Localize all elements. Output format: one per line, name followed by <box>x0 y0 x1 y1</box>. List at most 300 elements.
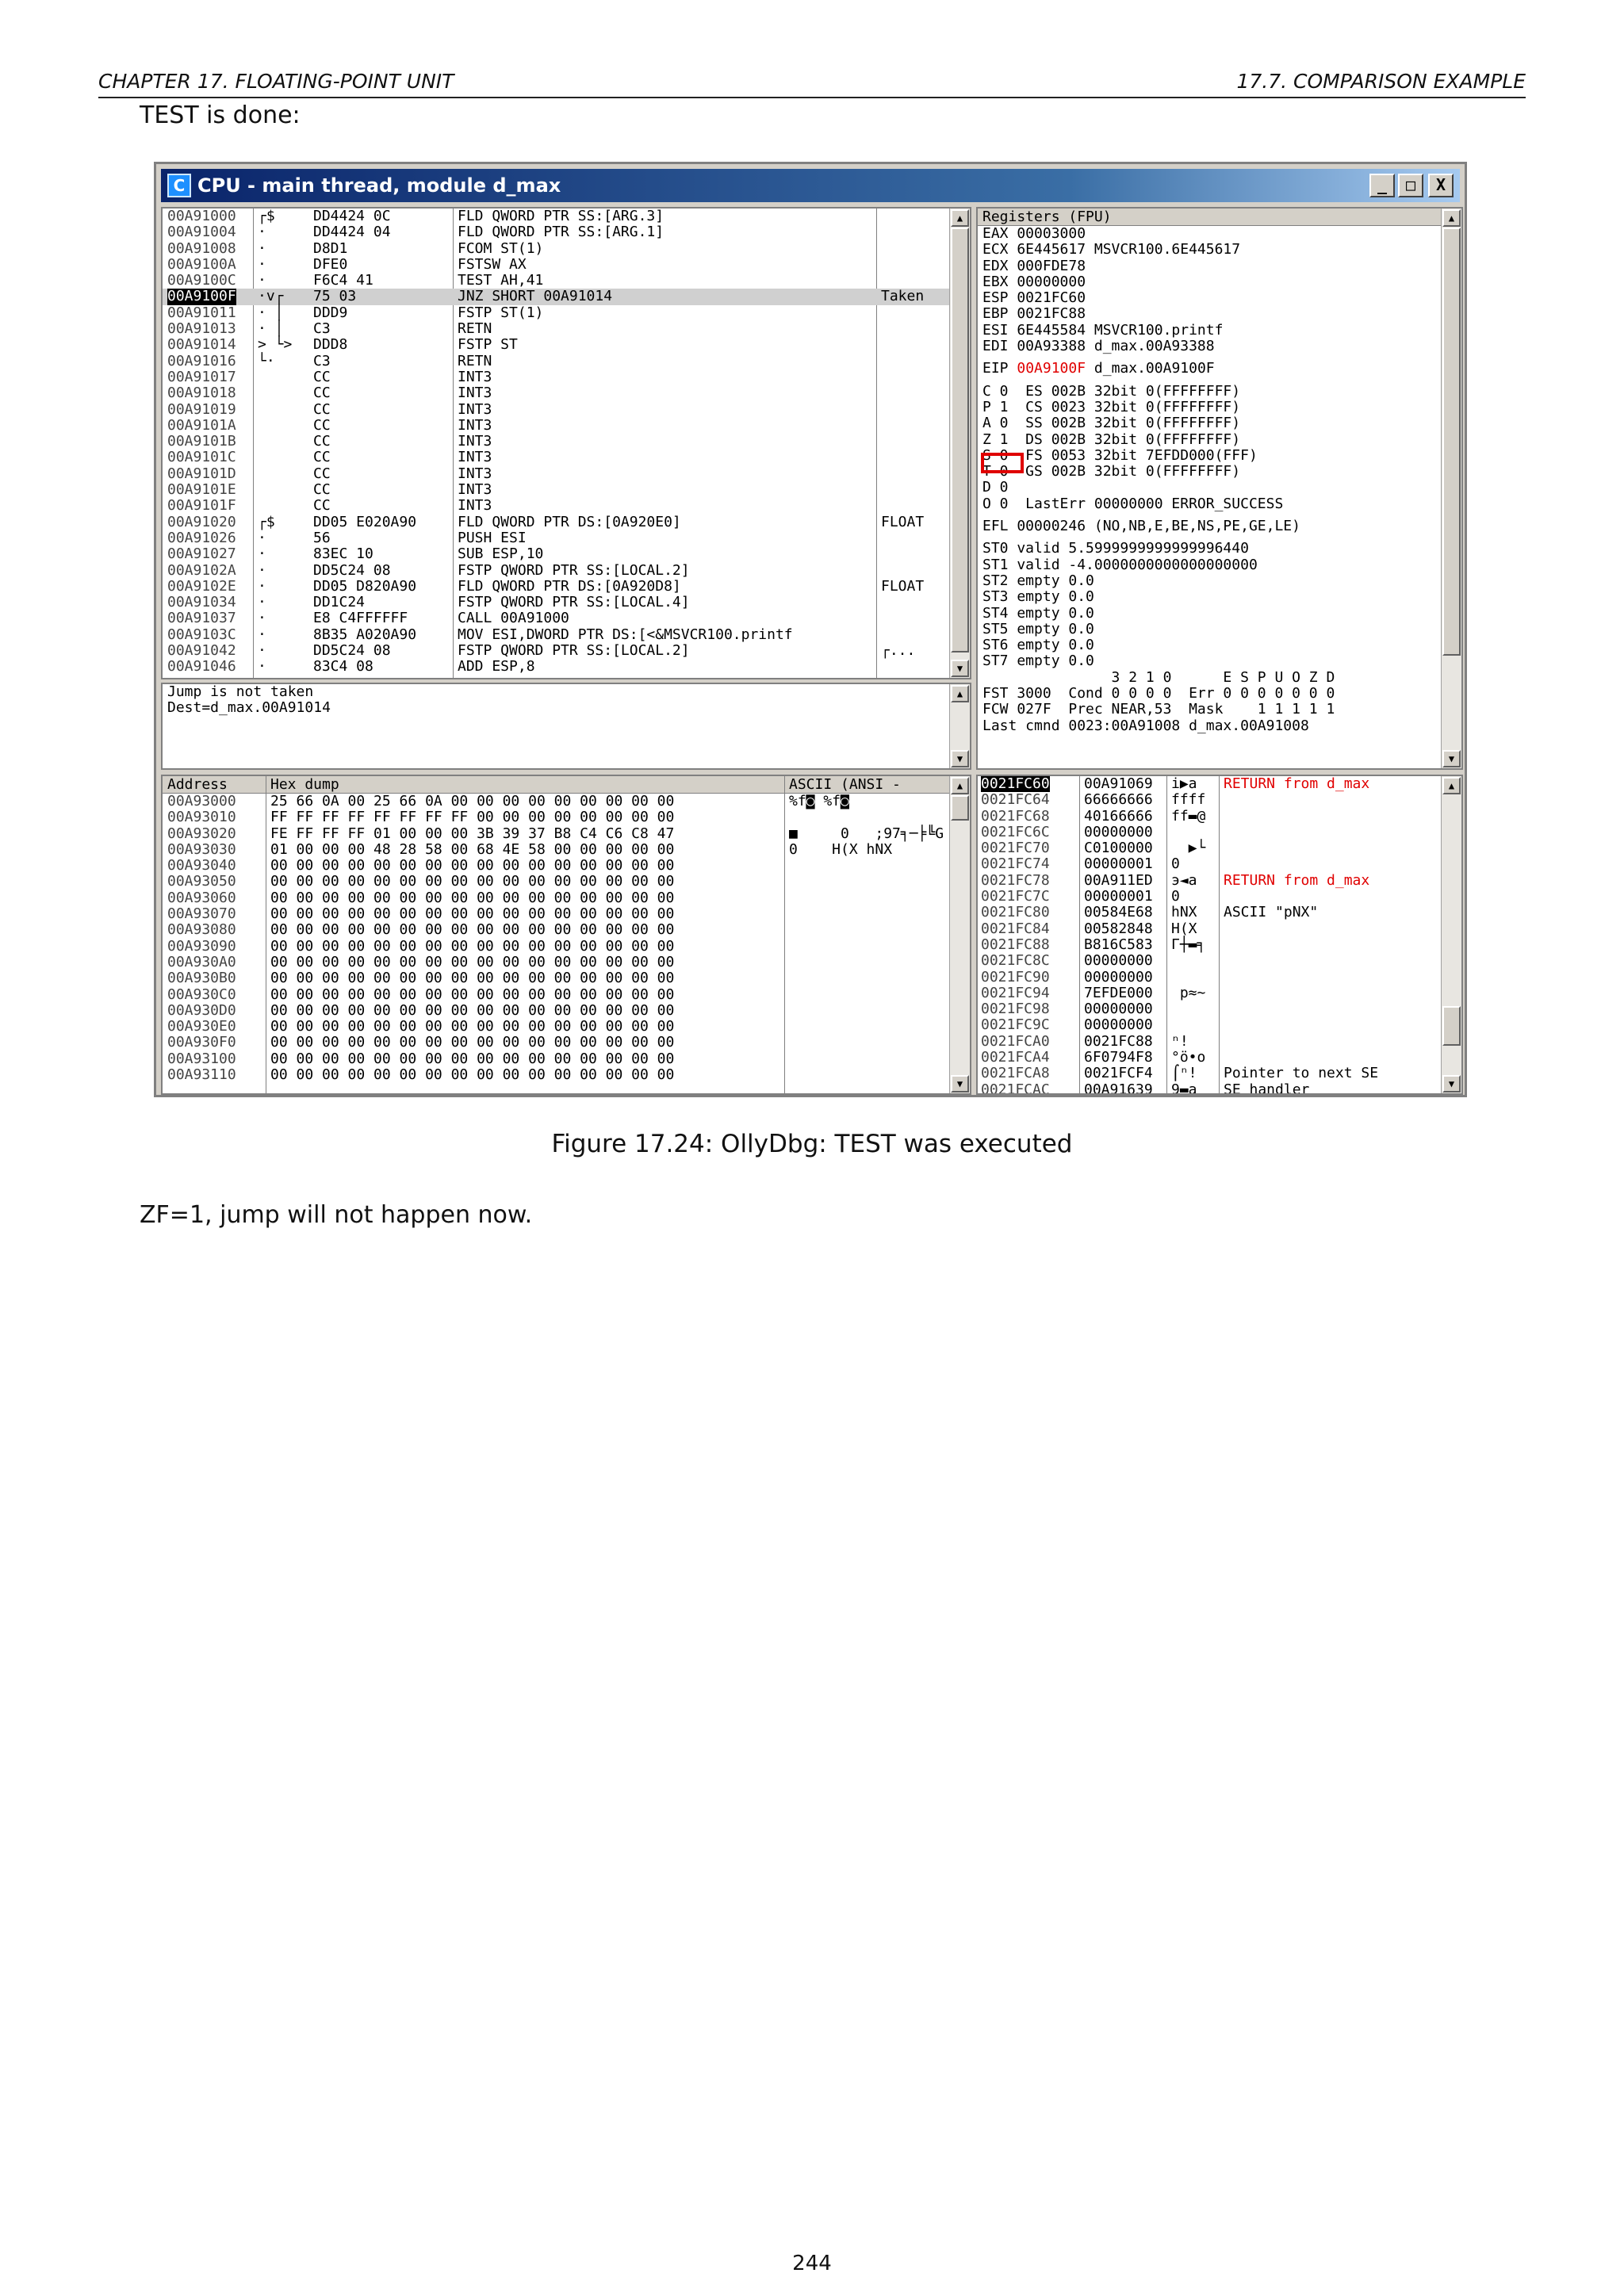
scroll-thumb[interactable] <box>1442 228 1461 656</box>
stack-ascii: Γ┼▬╕ <box>1171 936 1206 953</box>
disasm-row[interactable] <box>163 321 970 337</box>
info-scrollbar[interactable] <box>949 684 970 768</box>
stack-address: 0021FC64 <box>981 791 1050 809</box>
fpu-row[interactable]: ST3 empty 0.0 <box>982 588 1094 606</box>
flag-row[interactable]: C 0 ES 002B 32bit 0(FFFFFFFF) <box>982 382 1241 400</box>
disasm-flow: · <box>258 610 266 627</box>
stack-value: 00000000 <box>1084 823 1153 840</box>
window-title: CPU - main thread, module d_max <box>197 174 561 197</box>
disasm-flow: · <box>258 561 266 579</box>
disasm-row[interactable] <box>163 337 970 353</box>
stack-row[interactable] <box>978 809 1461 825</box>
stack-comment: RETURN from d_max <box>1224 775 1370 792</box>
disasm-hex: CC <box>313 368 331 385</box>
stack-ascii: i▶a <box>1171 775 1197 792</box>
disasm-row[interactable] <box>163 579 970 595</box>
register-row[interactable]: EDI 00A93388 d_max.00A93388 <box>982 338 1215 355</box>
disasm-flow: · │ <box>258 320 284 338</box>
minimize-button[interactable]: _ <box>1369 174 1395 197</box>
disasm-instruction: FSTP ST <box>458 336 518 354</box>
page-number: 244 <box>792 2252 832 2275</box>
disasm-flow: · <box>258 239 266 257</box>
stack-scrollbar[interactable] <box>1441 776 1461 1093</box>
disasm-row[interactable] <box>163 402 970 418</box>
stack-row[interactable] <box>978 873 1461 889</box>
intro-text: TEST is done: <box>140 101 301 129</box>
registers-scrollbar[interactable] <box>1441 209 1461 768</box>
disasm-hex: 8B35 A020A90 <box>313 626 417 643</box>
hex-dump-pane[interactable] <box>161 775 971 1095</box>
disasm-instruction: FLD QWORD PTR DS:[0A920D8] <box>458 577 681 595</box>
disasm-address: 00A91008 <box>167 239 236 257</box>
disasm-hex: CC <box>313 416 331 434</box>
stack-row[interactable] <box>978 825 1461 840</box>
dump-row[interactable] <box>163 1019 970 1035</box>
dump-hex: 00 00 00 00 00 00 00 00 00 00 00 00 00 00 00 00 <box>270 921 675 939</box>
scroll-down-icon[interactable]: ▼ <box>1442 1075 1461 1093</box>
stack-row[interactable] <box>978 856 1461 872</box>
stack-ascii: hNX <box>1171 904 1197 921</box>
disasm-flow: └· <box>258 352 275 369</box>
stack-value: 00000001 <box>1084 888 1153 905</box>
disassembly-pane[interactable] <box>161 207 971 679</box>
disasm-row[interactable] <box>163 643 970 659</box>
disasm-address: 00A91017 <box>167 368 236 385</box>
scroll-up-icon[interactable]: ▲ <box>951 777 969 794</box>
scroll-down-icon[interactable]: ▼ <box>951 660 969 677</box>
dump-hex: 00 00 00 00 00 00 00 00 00 00 00 00 00 00 00 00 <box>270 1018 675 1035</box>
disasm-instruction: FCOM ST(1) <box>458 239 544 257</box>
disassembly-rows <box>163 209 970 675</box>
dump-row[interactable] <box>163 1035 970 1050</box>
stack-address: 0021FC98 <box>981 1001 1050 1018</box>
stack-row[interactable] <box>978 970 1461 985</box>
register-row[interactable]: EAX 00003000 <box>982 225 1086 242</box>
dump-row[interactable] <box>163 906 970 922</box>
scroll-up-icon[interactable]: ▲ <box>1442 209 1461 227</box>
stack-value: 00A91639 <box>1084 1081 1153 1095</box>
disasm-instruction: INT3 <box>458 497 492 515</box>
disasm-row[interactable] <box>163 595 970 610</box>
dump-address: 00A93040 <box>167 857 236 874</box>
disasm-hex: CC <box>313 385 331 402</box>
flag-row[interactable]: T 0 GS 002B 32bit 0(FFFFFFFF) <box>982 463 1241 480</box>
dump-hex: 00 00 00 00 00 00 00 00 00 00 00 00 00 00 00 00 <box>270 857 675 874</box>
disasm-address: 00A91004 <box>167 224 236 241</box>
disasm-hex: 56 <box>313 529 331 546</box>
dump-col-address[interactable]: Address <box>167 776 228 793</box>
disasm-instruction: FSTP QWORD PTR SS:[LOCAL.2] <box>458 561 690 579</box>
dump-hex: 00 00 00 00 00 00 00 00 00 00 00 00 00 00 00 00 <box>270 970 675 987</box>
dump-row[interactable] <box>163 1067 970 1083</box>
dump-hex: 25 66 0A 00 25 66 0A 00 00 00 00 00 00 00 00 00 <box>270 793 675 809</box>
disasm-instruction: INT3 <box>458 400 492 418</box>
stack-ascii: ffff <box>1171 791 1206 809</box>
fpu-status-row[interactable]: Last cmnd 0023:00A91008 d_max.00A91008 <box>982 717 1309 734</box>
disasm-hex: DD5C24 08 <box>313 561 391 579</box>
disasm-hex: DD5C24 08 <box>313 642 391 660</box>
disasm-row[interactable] <box>163 418 970 434</box>
flag-row[interactable]: Z 1 DS 002B 32bit 0(FFFFFFFF) <box>982 430 1241 448</box>
disasm-flow: · <box>258 272 266 289</box>
stack-value: C0100000 <box>1084 840 1153 857</box>
stack-value: B816C583 <box>1084 936 1153 953</box>
stack-address: 0021FCA4 <box>981 1049 1050 1066</box>
dump-hex: 00 00 00 00 00 00 00 00 00 00 00 00 00 00 00 00 <box>270 1066 675 1084</box>
disasm-row[interactable] <box>163 498 970 514</box>
stack-row[interactable] <box>978 776 1461 792</box>
dump-row[interactable] <box>163 1003 970 1019</box>
dump-row[interactable] <box>163 987 970 1003</box>
disasm-row[interactable] <box>163 385 970 401</box>
stack-row[interactable] <box>978 985 1461 1001</box>
dump-address: 00A93090 <box>167 937 236 955</box>
zf-highlight-box <box>981 453 1024 473</box>
flag-row[interactable]: O 0 LastErr 00000000 ERROR_SUCCESS <box>982 495 1284 512</box>
disasm-hex: 83C4 08 <box>313 658 373 675</box>
disasm-flow: > └> <box>258 336 293 354</box>
ollydbg-window <box>154 162 1467 1097</box>
dump-row[interactable] <box>163 970 970 986</box>
stack-pane[interactable] <box>976 775 1463 1095</box>
stack-row[interactable] <box>978 1066 1461 1081</box>
stack-row[interactable] <box>978 921 1461 937</box>
stack-address: 0021FCAC <box>981 1081 1050 1095</box>
disasm-address: 00A9101F <box>167 497 236 515</box>
figure-caption: Figure 17.24: OllyDbg: TEST was executed <box>551 1130 1073 1158</box>
disasm-hex: DD4424 0C <box>313 208 391 224</box>
disasm-address: 00A91027 <box>167 545 236 563</box>
disasm-address: 00A9101C <box>167 449 236 466</box>
stack-ascii: ⌠ⁿ! <box>1171 1065 1197 1082</box>
disasm-row[interactable] <box>163 434 970 450</box>
disasm-address: 00A91014 <box>167 336 236 354</box>
disasm-row[interactable] <box>163 466 970 482</box>
register-row[interactable]: ESI 6E445584 MSVCR100.printf <box>982 321 1224 339</box>
dump-row[interactable] <box>163 874 970 890</box>
stack-address: 0021FC84 <box>981 920 1050 937</box>
dump-address: 00A93110 <box>167 1066 236 1084</box>
disasm-comment: FLOAT <box>881 577 925 595</box>
stack-address: 0021FC60 <box>981 775 1050 792</box>
close-button[interactable]: X <box>1428 174 1454 197</box>
fpu-row[interactable]: ST6 empty 0.0 <box>982 637 1094 654</box>
disasm-hex: CC <box>313 497 331 515</box>
disasm-row[interactable] <box>163 354 970 369</box>
disasm-comment: ┌... <box>881 642 916 660</box>
scroll-up-icon[interactable]: ▲ <box>1442 777 1461 794</box>
dump-hex: 00 00 00 00 00 00 00 00 00 00 00 00 00 00 00 00 <box>270 937 675 955</box>
dump-col-hex[interactable]: Hex dump <box>270 776 339 793</box>
dump-address: 00A93050 <box>167 873 236 890</box>
outro-text: ZF=1, jump will not happen now. <box>140 1201 533 1229</box>
eip-value: 00A9100F <box>1017 360 1086 377</box>
dump-scrollbar[interactable] <box>949 776 970 1093</box>
dump-row[interactable] <box>163 858 970 874</box>
dump-hex: 00 00 00 00 00 00 00 00 00 00 00 00 00 00 00 00 <box>270 873 675 890</box>
register-row[interactable]: EBP 0021FC88 <box>982 305 1086 323</box>
stack-value: 00582848 <box>1084 920 1153 937</box>
dump-row[interactable] <box>163 955 970 970</box>
fpu-status-row[interactable]: 3 2 1 0 E S P U O Z D <box>982 668 1335 686</box>
disasm-instruction: FLD QWORD PTR SS:[ARG.3] <box>458 208 665 224</box>
stack-value: 00584E68 <box>1084 904 1153 921</box>
disasm-hex: DFE0 <box>313 255 348 273</box>
dump-hex: 00 00 00 00 00 00 00 00 00 00 00 00 00 00 00 00 <box>270 985 675 1003</box>
disasm-instruction: CALL 00A91000 <box>458 610 569 627</box>
stack-comment: Pointer to next SE <box>1224 1065 1379 1082</box>
dump-address: 00A930C0 <box>167 985 236 1003</box>
dump-address: 00A93060 <box>167 889 236 906</box>
stack-address: 0021FC88 <box>981 936 1050 953</box>
fpu-row[interactable]: ST7 empty 0.0 <box>982 652 1094 670</box>
dump-row[interactable] <box>163 922 970 938</box>
disasm-hex: CC <box>313 481 331 499</box>
stack-address: 0021FCA0 <box>981 1032 1050 1050</box>
stack-comment: ASCII "pNX" <box>1224 904 1319 921</box>
dump-hex: 00 00 00 00 00 00 00 00 00 00 00 00 00 00 00 00 <box>270 889 675 906</box>
disasm-instruction: INT3 <box>458 465 492 482</box>
stack-ascii: 9▬a <box>1171 1081 1197 1095</box>
disasm-flow: · │ <box>258 304 284 321</box>
stack-row[interactable] <box>978 1082 1461 1095</box>
flag-row[interactable]: A 0 SS 002B 32bit 0(FFFFFFFF) <box>982 415 1241 432</box>
dump-row[interactable] <box>163 890 970 906</box>
stack-ascii: ⁿ! <box>1171 1032 1189 1050</box>
disasm-address: 00A9103C <box>167 626 236 643</box>
maximize-button[interactable]: □ <box>1398 174 1423 197</box>
stack-value: 00000000 <box>1084 952 1153 970</box>
disasm-hex: C3 <box>313 320 331 338</box>
disasm-address: 00A91026 <box>167 529 236 546</box>
efl-row[interactable]: EFL 00000246 (NO,NB,E,BE,NS,PE,GE,LE) <box>982 518 1300 535</box>
disasm-comment: FLOAT <box>881 513 925 530</box>
scroll-down-icon[interactable]: ▼ <box>951 750 969 767</box>
disasm-hex: 75 03 <box>313 288 357 305</box>
disasm-flow: · <box>258 255 266 273</box>
disasm-flow: · <box>258 642 266 660</box>
register-row[interactable]: ESP 0021FC60 <box>982 289 1086 307</box>
disasm-address: 00A91037 <box>167 610 236 627</box>
disasm-row[interactable] <box>163 563 970 579</box>
disasm-instruction: FSTP QWORD PTR SS:[LOCAL.4] <box>458 594 690 611</box>
dump-row[interactable] <box>163 809 970 825</box>
disasm-flow: · <box>258 545 266 563</box>
stack-row[interactable] <box>978 1034 1461 1050</box>
disasm-flow: · <box>258 224 266 241</box>
disasm-address: 00A9101B <box>167 433 236 450</box>
stack-row[interactable] <box>978 792 1461 808</box>
disasm-row[interactable] <box>163 482 970 498</box>
dump-address: 00A93070 <box>167 905 236 923</box>
eip-row[interactable]: EIP 00A9100F d_max.00A9100F <box>982 360 1215 377</box>
disasm-instruction: INT3 <box>458 481 492 499</box>
dump-address: 00A93080 <box>167 921 236 939</box>
fpu-row[interactable]: ST5 empty 0.0 <box>982 620 1094 637</box>
dump-ascii: ■ 0 ;97╕─╞╚G <box>789 825 944 842</box>
chapter-title: CHAPTER 17. FLOATING-POINT UNIT <box>98 70 454 93</box>
disasm-address: 00A91013 <box>167 320 236 338</box>
flag-row[interactable]: P 1 CS 0023 32bit 0(FFFFFFFF) <box>982 398 1241 415</box>
dump-address: 00A930B0 <box>167 970 236 987</box>
dump-ascii: %f◙ %f◙ <box>789 793 849 809</box>
dump-row[interactable] <box>163 939 970 955</box>
disasm-instruction: INT3 <box>458 368 492 385</box>
disasm-hex: CC <box>313 433 331 450</box>
stack-comment: RETURN from d_max <box>1224 871 1370 889</box>
disasm-row[interactable] <box>163 224 970 240</box>
disasm-flow: · <box>258 529 266 546</box>
dump-header <box>163 776 970 794</box>
registers-pane[interactable] <box>976 207 1463 770</box>
disasm-instruction: PUSH ESI <box>458 529 527 546</box>
stack-row[interactable] <box>978 905 1461 920</box>
dump-address: 00A93000 <box>167 793 236 809</box>
running-header <box>98 70 1526 98</box>
dump-col-ascii[interactable]: ASCII (ANSI - <box>789 776 901 793</box>
scroll-up-icon[interactable]: ▲ <box>951 209 969 227</box>
disasm-instruction: RETN <box>458 352 492 369</box>
stack-ascii: э◄a <box>1171 871 1197 889</box>
disasm-instruction: MOV ESI,DWORD PTR DS:[<&MSVCR100.printf <box>458 626 793 643</box>
disasm-comment: Taken <box>881 288 925 305</box>
disasm-address: 00A9101D <box>167 465 236 482</box>
stack-row[interactable] <box>978 937 1461 953</box>
disasm-instruction: FSTP QWORD PTR SS:[LOCAL.2] <box>458 642 690 660</box>
dump-row[interactable] <box>163 1051 970 1067</box>
disasm-address: 00A91011 <box>167 304 236 321</box>
disasm-instruction: SUB ESP,10 <box>458 545 544 563</box>
scroll-thumb[interactable] <box>951 228 969 652</box>
dump-address: 00A93020 <box>167 825 236 842</box>
disasm-hex: C3 <box>313 352 331 369</box>
disasm-row[interactable] <box>163 241 970 257</box>
dump-row[interactable] <box>163 826 970 842</box>
scroll-down-icon[interactable]: ▼ <box>951 1075 969 1093</box>
dump-address: 00A93030 <box>167 840 236 858</box>
stack-ascii: 0 <box>1171 855 1180 873</box>
stack-row[interactable] <box>978 953 1461 969</box>
disasm-instruction: FSTP ST(1) <box>458 304 544 321</box>
disasm-address: 00A91034 <box>167 594 236 611</box>
register-row[interactable]: EDX 000FDE78 <box>982 257 1086 274</box>
disassembly-scrollbar[interactable] <box>949 209 970 678</box>
disasm-instruction: INT3 <box>458 416 492 434</box>
disasm-instruction: FLD QWORD PTR DS:[0A920E0] <box>458 513 681 530</box>
disasm-instruction: FSTSW AX <box>458 255 527 273</box>
dump-hex: FF FF FF FF FF FF FF FF 00 00 00 00 00 00 00 00 <box>270 809 675 826</box>
stack-value: 00000001 <box>1084 855 1153 873</box>
disasm-address: 00A9101A <box>167 416 236 434</box>
disasm-row[interactable] <box>163 273 970 289</box>
info-line-2: Dest=d_max.00A91014 <box>167 699 331 717</box>
fpu-row[interactable]: ST1 valid -4.0000000000000000000 <box>982 556 1258 573</box>
stack-address: 0021FC94 <box>981 984 1050 1001</box>
disasm-hex: D8D1 <box>313 239 348 257</box>
disasm-row[interactable] <box>163 530 970 546</box>
registers-body <box>978 226 1461 734</box>
registers-header[interactable]: Registers (FPU) <box>978 209 1461 226</box>
disasm-instruction: INT3 <box>458 385 492 402</box>
stack-address: 0021FC78 <box>981 871 1050 889</box>
disasm-hex: DD05 E020A90 <box>313 513 417 530</box>
dump-hex: 01 00 00 00 48 28 58 00 68 4E 58 00 00 00 00 00 <box>270 840 675 858</box>
fpu-status-row[interactable]: FST 3000 Cond 0 0 0 0 Err 0 0 0 0 0 0 0 <box>982 685 1335 702</box>
disasm-row[interactable] <box>163 209 970 224</box>
disasm-hex: E8 C4FFFFFF <box>313 610 408 627</box>
dump-row[interactable] <box>163 794 970 809</box>
disasm-row[interactable] <box>163 369 970 385</box>
stack-row[interactable] <box>978 1001 1461 1017</box>
disasm-row[interactable] <box>163 515 970 530</box>
disasm-row[interactable] <box>163 627 970 643</box>
stack-ascii: 0 <box>1171 888 1180 905</box>
disasm-flow: ·v┌ <box>258 288 284 305</box>
fpu-row[interactable]: ST2 empty 0.0 <box>982 572 1094 589</box>
fpu-status-row[interactable]: FCW 027F Prec NEAR,53 Mask 1 1 1 1 1 <box>982 701 1335 718</box>
disasm-row[interactable] <box>163 289 970 304</box>
disasm-instruction: RETN <box>458 320 492 338</box>
register-row[interactable]: ECX 6E445617 MSVCR100.6E445617 <box>982 241 1241 258</box>
stack-row[interactable] <box>978 1050 1461 1066</box>
fpu-row[interactable]: ST0 valid 5.5999999999999996440 <box>982 540 1249 557</box>
stack-row[interactable] <box>978 1017 1461 1033</box>
stack-value: 00000000 <box>1084 1001 1153 1018</box>
stack-address: 0021FC80 <box>981 904 1050 921</box>
stack-row[interactable] <box>978 840 1461 856</box>
disasm-row[interactable] <box>163 659 970 675</box>
dump-row[interactable] <box>163 842 970 858</box>
disasm-address: 00A9102E <box>167 577 236 595</box>
disasm-row[interactable] <box>163 450 970 465</box>
disasm-address: 00A9100C <box>167 272 236 289</box>
dump-address: 00A930F0 <box>167 1034 236 1051</box>
stack-address: 0021FC68 <box>981 807 1050 825</box>
stack-address: 0021FC9C <box>981 1016 1050 1034</box>
dump-hex: 00 00 00 00 00 00 00 00 00 00 00 00 00 00 00 00 <box>270 1001 675 1019</box>
fpu-row[interactable]: ST4 empty 0.0 <box>982 604 1094 622</box>
register-row[interactable]: EBX 00000000 <box>982 273 1086 290</box>
scroll-thumb[interactable] <box>951 795 969 821</box>
stack-value: 40166666 <box>1084 807 1153 825</box>
scroll-up-icon[interactable]: ▲ <box>951 685 969 702</box>
stack-value: 00A911ED <box>1084 871 1153 889</box>
disasm-instruction: FLD QWORD PTR SS:[ARG.1] <box>458 224 665 241</box>
disasm-flow: ┌$ <box>258 513 275 530</box>
flag-row[interactable]: S 0 FS 0053 32bit 7EFDD000(FFF) <box>982 446 1258 464</box>
disasm-address: 00A9100F <box>167 288 236 305</box>
stack-address: 0021FC74 <box>981 855 1050 873</box>
window-titlebar[interactable] <box>161 169 1460 202</box>
disasm-address: 00A91019 <box>167 400 236 418</box>
disasm-row[interactable] <box>163 610 970 626</box>
disasm-address: 00A9102A <box>167 561 236 579</box>
disasm-row[interactable] <box>163 305 970 321</box>
disasm-flow: · <box>258 594 266 611</box>
disasm-address: 00A91018 <box>167 385 236 402</box>
scroll-thumb[interactable] <box>1442 1006 1461 1046</box>
stack-rows <box>978 776 1461 1095</box>
scroll-down-icon[interactable]: ▼ <box>1442 750 1461 767</box>
stack-address: 0021FC70 <box>981 840 1050 857</box>
disasm-row[interactable] <box>163 546 970 562</box>
stack-value: 00A91069 <box>1084 775 1153 792</box>
stack-ascii: p≈~ <box>1171 984 1206 1001</box>
stack-row[interactable] <box>978 889 1461 905</box>
disasm-flow: · <box>258 577 266 595</box>
disasm-row[interactable] <box>163 257 970 273</box>
flag-row[interactable]: D 0 <box>982 479 1009 496</box>
